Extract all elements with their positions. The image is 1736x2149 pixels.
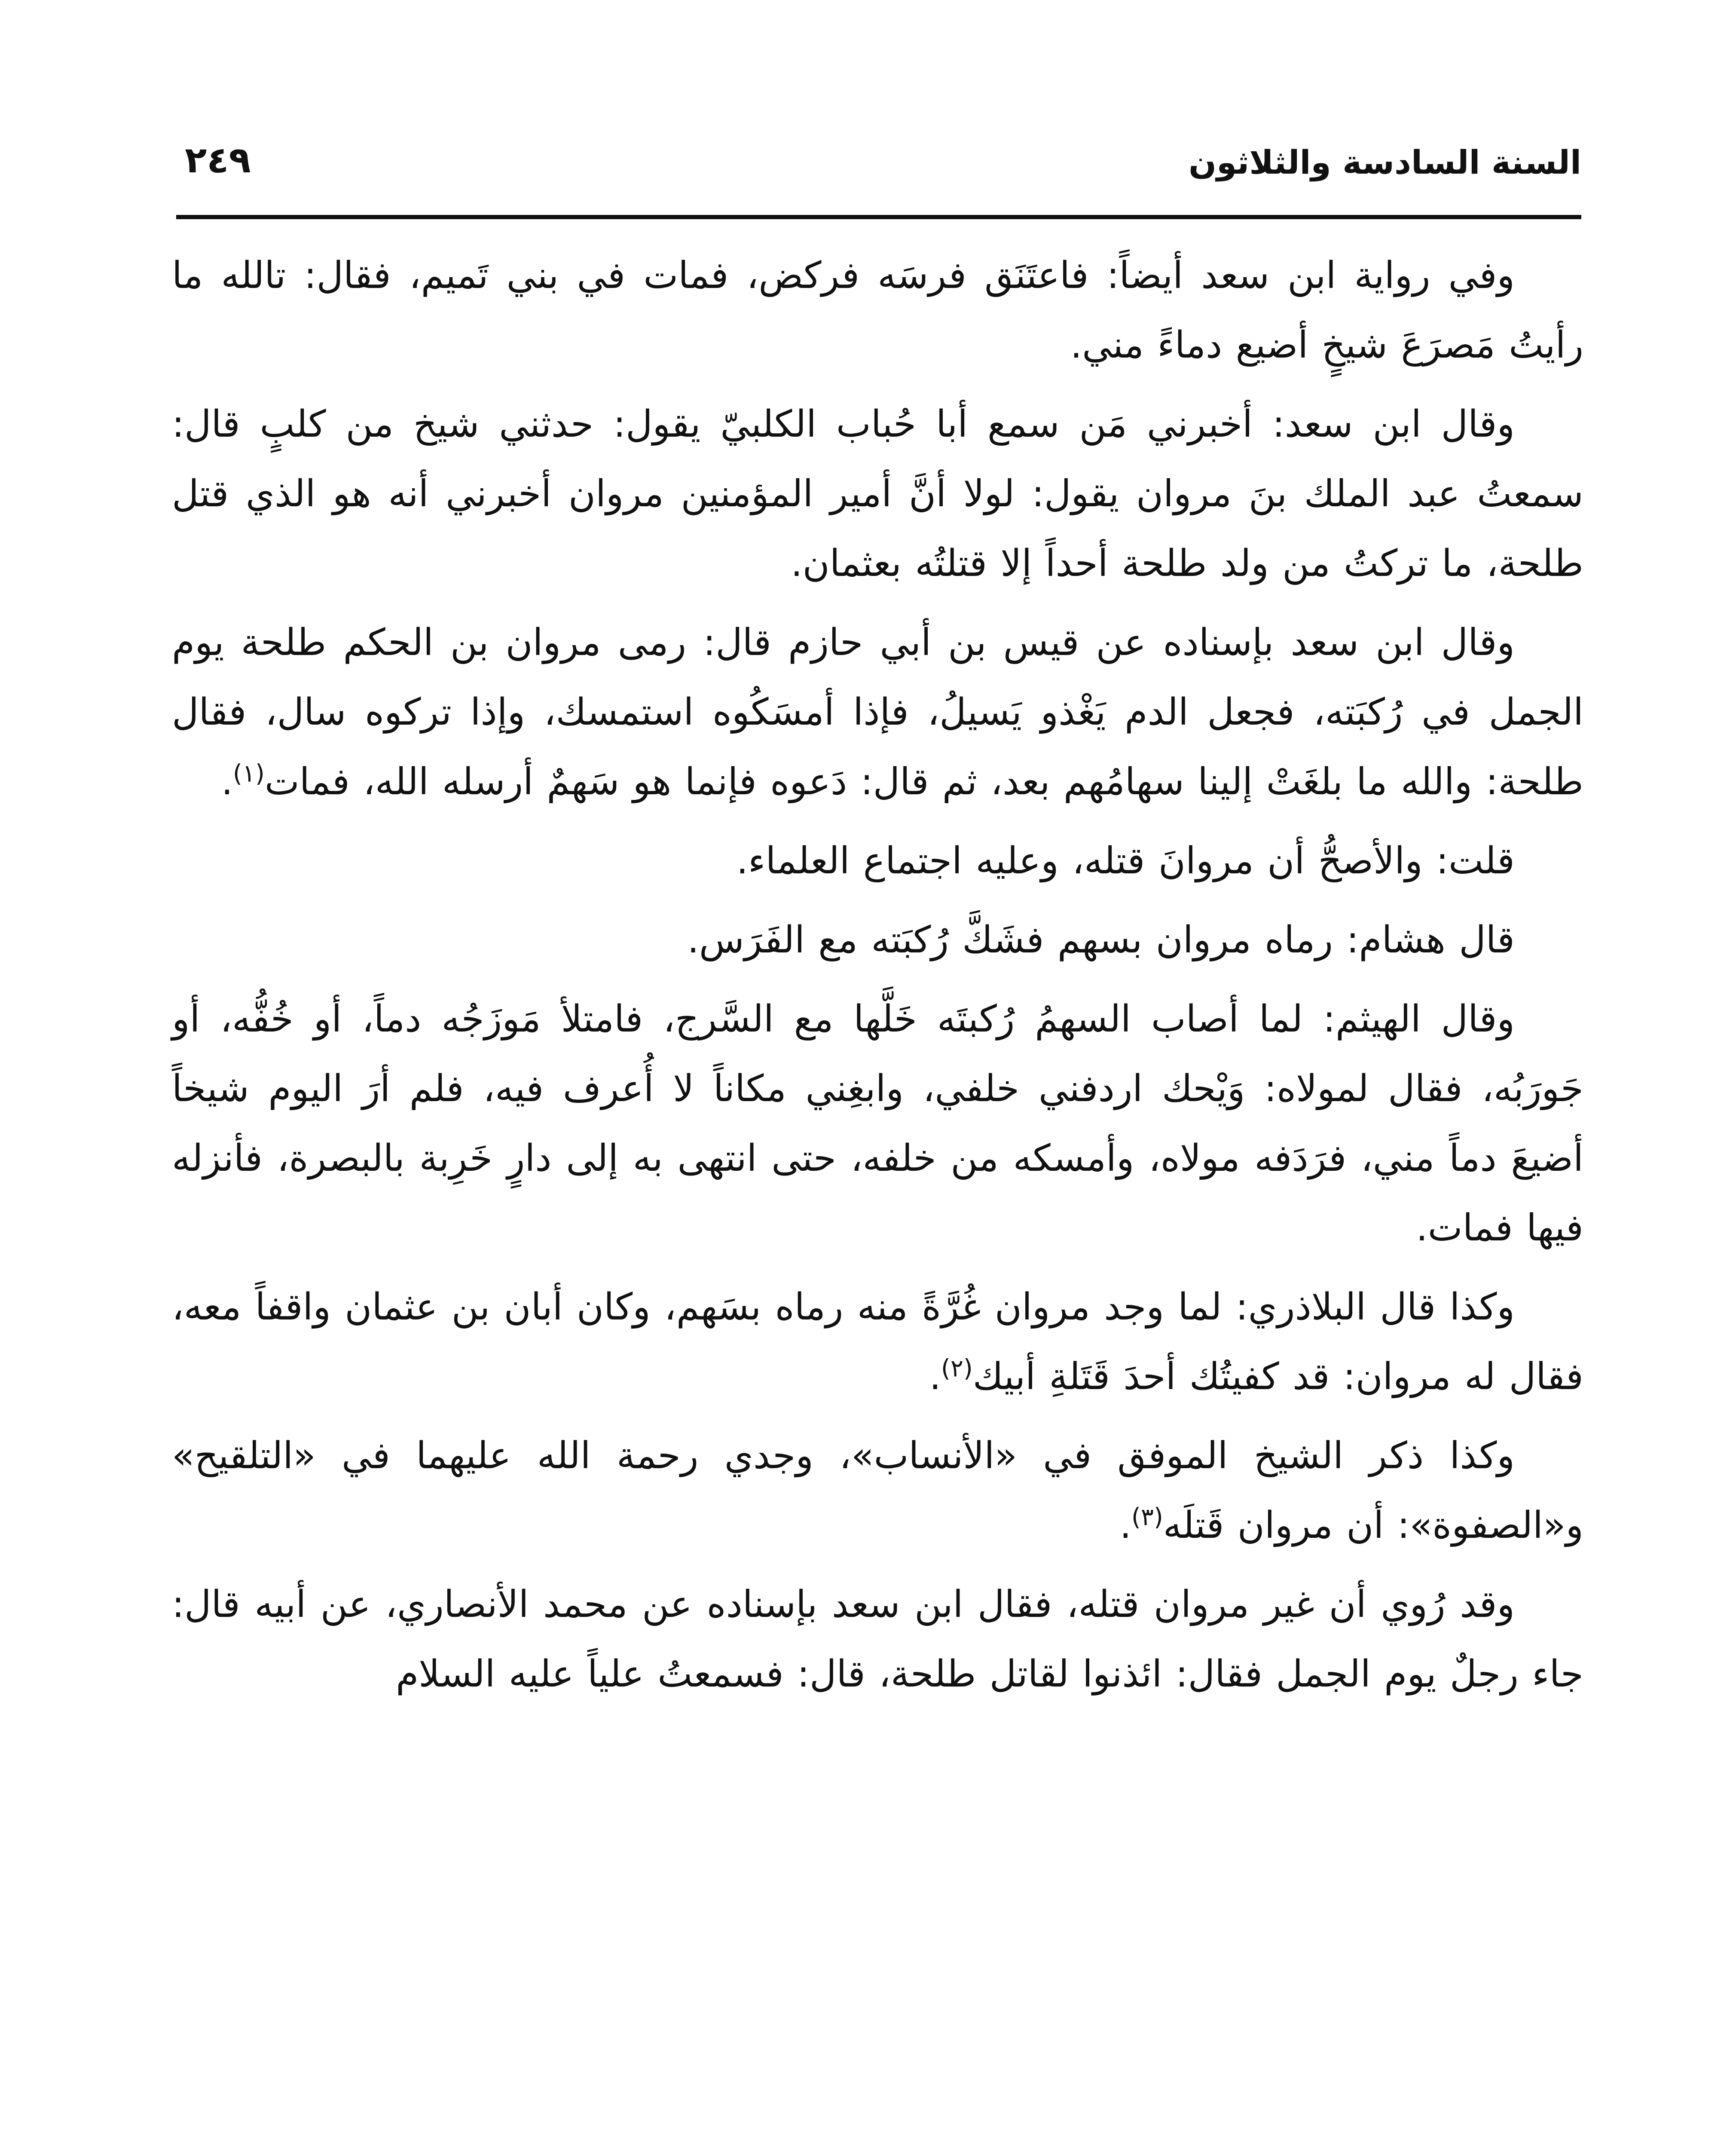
paragraph-text: قال هشام: رماه مروان بسهم فشَكَّ رُكبَته مع الفَرَس. [687,918,1515,961]
header-rule [176,215,1581,219]
paragraph-text: وقد رُوي أن غير مروان قتله، فقال ابن سعد بإسناده عن محمد الأنصاري، عن أبيه قال: جاء رجلٌ يوم الجمل فقال: ائذنوا لقاتل طلحة، قال: فسمعتُ علياً عليه السلام [172,1583,1583,1696]
paragraph-end-punctuation: . [929,1355,941,1398]
paragraph [172,608,1583,817]
paragraph-text: وكذا قال البلاذري: لما وجد مروان غُرَّةً منه رماه بسَهم، وكان أبان بن عثمان واقفاً معه، فقال له مروان: قد كفيتُك أحدَ قَتَلةِ أبيك [172,1286,1583,1398]
paragraph [172,984,1583,1263]
paragraph-text: قلت: والأصحُّ أن مروانَ قتله، وعليه اجتماع العلماء. [736,839,1515,882]
running-title: السنة السادسة والثلاثون [1189,143,1581,181]
paragraph-end-punctuation: . [1119,1504,1131,1547]
footnote-ref: (٣) [1131,1503,1163,1531]
footnote-ref: (١) [233,759,265,788]
page-header [176,129,1581,202]
paragraph-text: وقال الهيثم: لما أصاب السهمُ رُكبتَه خَلَّها مع السَّرج، فامتلأ مَوزَجُه دماً، أو خُفُّه، أو جَورَبُه، فقال لمولاه: وَيْحك اردفني خلفي، وابغِني مكاناً لا أُعرف فيه، فلم أرَ اليوم شيخاً أضيعَ دماً مني، فرَدَفه مولاه، وأمسكه من خلفه، حتى انتهى به إلى دارٍ خَرِبة بالبصرة، فأنزله فيها فمات. [172,998,1583,1249]
paragraph-text: وكذا ذكر الشيخ الموفق في «الأنساب»، وجدي رحمة الله عليهما في «التلقيح» و«الصفوة»: أن مروان قَتلَه [172,1434,1583,1547]
paragraph [172,241,1583,380]
paragraph [172,1272,1583,1411]
page-number: ٢٤٩ [185,139,251,181]
paragraph-text: وقال ابن سعد بإسناده عن قيس بن أبي حازم قال: رمى مروان بن الحكم طلحة يوم الجمل في رُكبَته، فجعل الدم يَغْذو يَسيلُ، فإذا أمسَكُوه استمسك، وإذا تركوه سال، فقال طلحة: والله ما بلغَتْ إلينا سهامُهم بعد، ثم قال: دَعوه فإنما هو سَهمٌ أرسله الله، فمات [172,621,1583,803]
paragraph [172,389,1583,598]
main-text [172,241,1583,1718]
paragraph [172,1570,1583,1709]
paragraph-text: وقال ابن سعد: أخبرني مَن سمع أبا حُباب الكلبيّ يقول: حدثني شيخ من كلبٍ قال: سمعتُ عبد الملك بنَ مروان يقول: لولا أنَّ أمير المؤمنين مروان أخبرني أنه هو الذي قتل طلحة، ما تركتُ من ولد طلحة أحداً إلا قتلتُه بعثمان. [172,403,1583,585]
paragraph-text: وفي رواية ابن سعد أيضاً: فاعتَنَق فرسَه فركض، فمات في بني تَميم، فقال: تالله ما رأيتُ مَصرَعَ شيخٍ أضيع دماءً مني. [172,254,1583,367]
footnote-ref: (٢) [941,1354,973,1383]
paragraph-end-punctuation: . [221,760,233,803]
paragraph [172,1421,1583,1560]
paragraph [172,826,1583,896]
paragraph [172,905,1583,975]
